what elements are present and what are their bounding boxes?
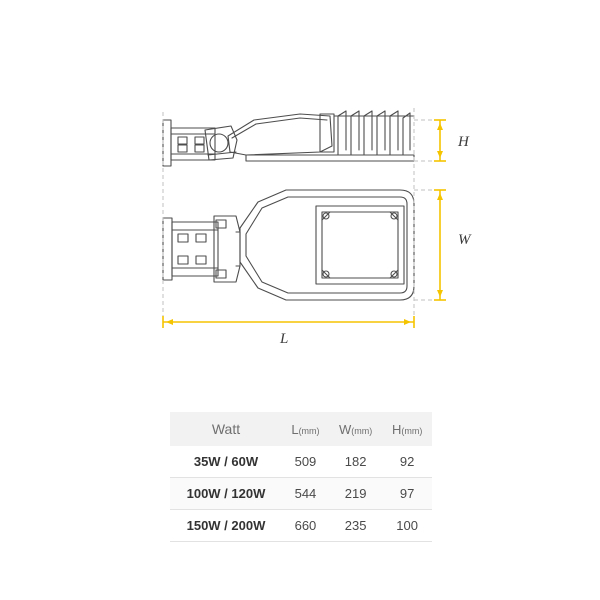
specification-table xyxy=(170,412,432,542)
dimension-label-w: W xyxy=(458,232,471,248)
cell-watt: 150W / 200W xyxy=(170,510,282,542)
table-row xyxy=(170,510,432,542)
column-header-watt: Watt xyxy=(170,412,282,446)
cell-width: 235 xyxy=(329,510,382,542)
cell-watt: 100W / 120W xyxy=(170,478,282,510)
cell-width: 219 xyxy=(329,478,382,510)
table-row xyxy=(170,446,432,478)
column-header-width: W(mm) xyxy=(329,412,382,446)
cell-height: 100 xyxy=(382,510,432,542)
table-header xyxy=(170,412,432,446)
column-header-height: H(mm) xyxy=(382,412,432,446)
dimension-label-h: H xyxy=(458,134,469,150)
cell-width: 182 xyxy=(329,446,382,478)
dimension-label-l: L xyxy=(280,331,289,347)
top-view-group xyxy=(163,190,414,300)
column-header-length: L(mm) xyxy=(282,412,329,446)
top-lens-frame xyxy=(316,206,404,284)
cell-length: 509 xyxy=(282,446,329,478)
table-header-row xyxy=(170,412,432,446)
cell-length: 660 xyxy=(282,510,329,542)
top-bracket-plate xyxy=(163,218,172,280)
side-lens-plate xyxy=(246,155,414,161)
cell-watt: 35W / 60W xyxy=(170,446,282,478)
dimension-arrowheads xyxy=(166,123,443,325)
table-row xyxy=(170,478,432,510)
cell-height: 97 xyxy=(382,478,432,510)
side-housing-body xyxy=(228,114,332,155)
cell-height: 92 xyxy=(382,446,432,478)
cell-length: 544 xyxy=(282,478,329,510)
side-bracket-plate xyxy=(163,120,171,166)
side-heatsink-fins xyxy=(334,111,414,155)
table-body xyxy=(170,446,432,542)
side-view-group xyxy=(163,111,414,166)
